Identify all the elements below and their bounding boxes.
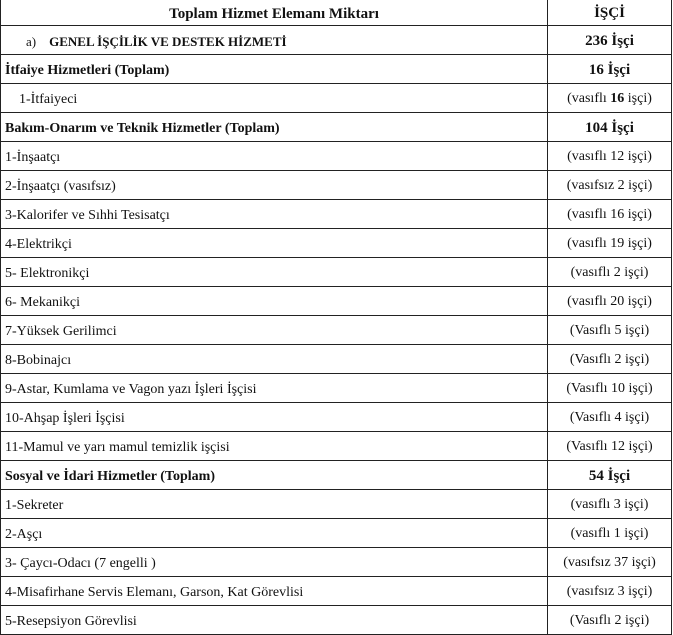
staff-role-label: 11-Mamul ve yarı mamul temizlik işçisi <box>1 432 548 461</box>
staff-count-value: (Vasıflı 4 işçi) <box>548 403 672 432</box>
staff-role-label: 3-Kalorifer ve Sıhhi Tesisatçı <box>1 200 548 229</box>
staff-count-value: (Vasıflı 10 işçi) <box>548 374 672 403</box>
section-total-row <box>1 461 672 490</box>
table-row <box>1 403 672 432</box>
staff-role-label: 5-Resepsiyon Görevlisi <box>1 606 548 635</box>
table-row <box>1 577 672 606</box>
table-row <box>1 287 672 316</box>
staff-count-value: (vasıfsız 2 işçi) <box>548 171 672 200</box>
general-labor-total: 236 İşçi <box>548 26 672 55</box>
staff-count-value: (vasıflı 20 işçi) <box>548 287 672 316</box>
staff-role-label: 2-İnşaatçı (vasıfsız) <box>1 171 548 200</box>
staff-role-label: 1-Sekreter <box>1 490 548 519</box>
staff-role-label: 1-İnşaatçı <box>1 142 548 171</box>
table-row <box>1 200 672 229</box>
table-row <box>1 142 672 171</box>
table-row <box>1 490 672 519</box>
staff-role-label: 10-Ahşap İşleri İşçisi <box>1 403 548 432</box>
table-row <box>1 171 672 200</box>
table-row <box>1 316 672 345</box>
staff-count-value: (vasıflı 1 işçi) <box>548 519 672 548</box>
staff-count-value <box>548 84 672 113</box>
staff-role-label: 3- Çaycı-Odacı (7 engelli ) <box>1 548 548 577</box>
staff-role-label: 5- Elektronikçi <box>1 258 548 287</box>
table-row <box>1 229 672 258</box>
staff-count-value: (Vasıflı 5 işçi) <box>548 316 672 345</box>
general-labor-row <box>1 26 672 55</box>
staff-role-label: 8-Bobinajcı <box>1 345 548 374</box>
staff-count-value: (vasıflı 19 işçi) <box>548 229 672 258</box>
staff-role-label: 1-İtfaiyeci <box>1 84 548 113</box>
table-row <box>1 84 672 113</box>
table-row <box>1 432 672 461</box>
staff-count-suffix: işçi) <box>624 91 652 106</box>
table-row <box>1 606 672 635</box>
general-labor-label <box>1 26 548 55</box>
staff-role-label: 9-Astar, Kumlama ve Vagon yazı İşleri İşçisi <box>1 374 548 403</box>
table-row <box>1 374 672 403</box>
general-labor-prefix: a) <box>26 33 37 49</box>
staff-count-value: (vasıflı 16 işçi) <box>548 200 672 229</box>
table-body <box>1 0 672 635</box>
section-total-row <box>1 113 672 142</box>
staff-count-value: (vasıflı 3 işçi) <box>548 490 672 519</box>
general-labor-title: GENEL İŞÇİLİK VE DESTEK HİZMETİ <box>49 33 287 49</box>
table-row <box>1 519 672 548</box>
section-total-row <box>1 55 672 84</box>
staff-count-number: 16 <box>610 91 625 106</box>
staff-count-value: (vasıflı 2 işçi) <box>548 258 672 287</box>
table-header-row <box>1 0 672 26</box>
section-label: Bakım-Onarım ve Teknik Hizmetler (Toplam) <box>1 113 548 142</box>
table-row <box>1 345 672 374</box>
staff-count-prefix: (vasıflı <box>567 91 611 106</box>
staff-count-value: (Vasıflı 2 işçi) <box>548 606 672 635</box>
header-title: Toplam Hizmet Elemanı Miktarı <box>1 0 548 26</box>
section-total-value: 16 İşçi <box>548 55 672 84</box>
staff-role-label: 2-Aşçı <box>1 519 548 548</box>
header-worker-column: İŞÇİ <box>548 0 672 26</box>
staff-role-label: 6- Mekanikçi <box>1 287 548 316</box>
staff-role-label: 4-Elektrikçi <box>1 229 548 258</box>
staff-count-value: (vasıfsız 37 işçi) <box>548 548 672 577</box>
table-row <box>1 548 672 577</box>
section-label: Sosyal ve İdari Hizmetler (Toplam) <box>1 461 548 490</box>
staff-count-value: (vasıfsız 3 işçi) <box>548 577 672 606</box>
staff-role-label: 7-Yüksek Gerilimci <box>1 316 548 345</box>
staff-count-value: (Vasıflı 12 işçi) <box>548 432 672 461</box>
section-total-value: 104 İşçi <box>548 113 672 142</box>
staff-role-label: 4-Misafirhane Servis Elemanı, Garson, Kat Görevlisi <box>1 577 548 606</box>
staff-count-value: (Vasıflı 2 işçi) <box>548 345 672 374</box>
table-row <box>1 258 672 287</box>
section-total-value: 54 İşçi <box>548 461 672 490</box>
section-label: İtfaiye Hizmetleri (Toplam) <box>1 55 548 84</box>
staff-count-value: (vasıflı 12 işçi) <box>548 142 672 171</box>
